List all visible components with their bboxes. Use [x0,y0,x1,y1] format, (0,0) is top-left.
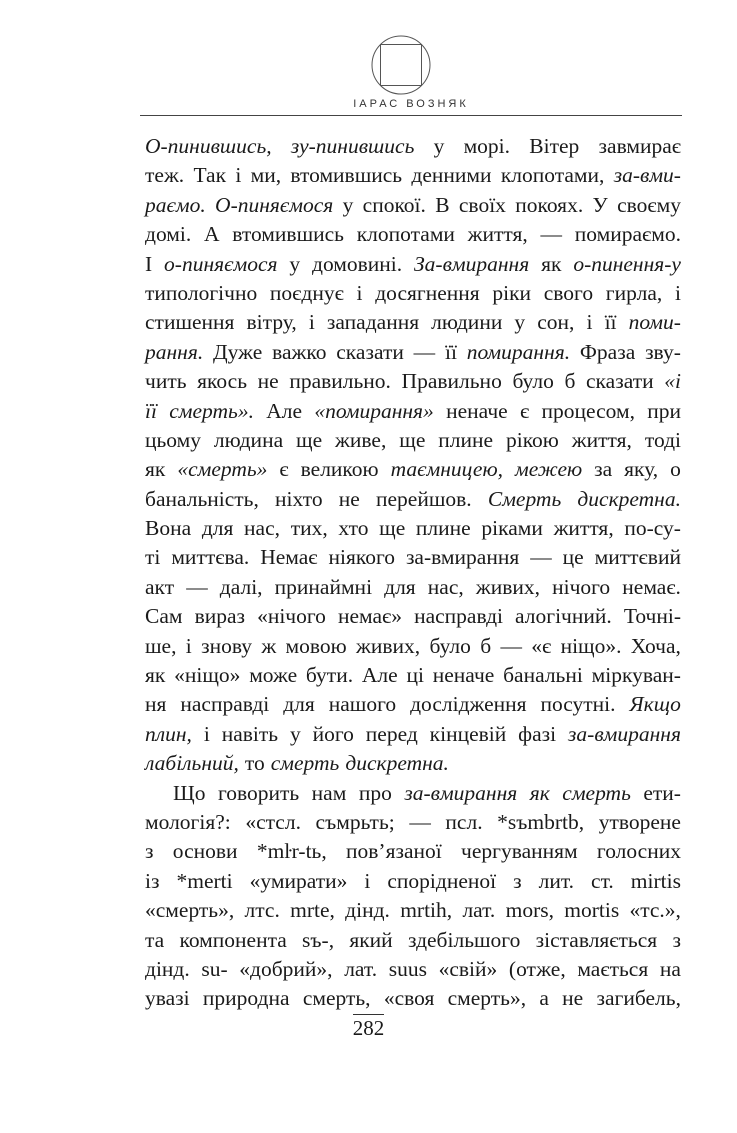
running-head: ІАРАС ВОЗНЯК [353,98,469,110]
word: А [203,222,220,247]
word: великою [300,457,379,482]
word: дінд. [145,956,190,981]
italic-word: за-вми- [613,163,681,188]
word: посутні. [540,692,616,717]
text-line [145,926,681,955]
word: який [349,927,393,952]
text-line [145,426,681,455]
word: съмрьть; [315,809,395,834]
word: *sъmbrtb, [497,809,585,834]
word: ще [399,427,426,452]
word: Так [193,163,227,188]
italic-word: смерть». [169,398,254,423]
word: хто [338,516,369,541]
word: — [413,339,436,364]
text-line [145,896,681,925]
word: ніхто [275,486,323,511]
word: акт [145,574,175,599]
italic-word: поми- [628,310,681,335]
word: цьому [145,427,202,452]
word: насправді [180,692,270,717]
italic-word: «помирання» [314,398,434,423]
word: і [356,280,363,305]
word: дослідження [410,692,527,717]
word: su- [201,956,228,981]
header-emblem [370,34,432,96]
italic-word: Смерть [487,486,562,511]
word: для [201,516,234,541]
word: міркуван- [591,663,681,688]
word: своєму [617,192,681,217]
italic-word: за-вмирання [404,780,518,805]
word: не [257,369,279,394]
word: ж [261,633,277,658]
italic-word: о-пинення-у [573,251,681,276]
word: її [604,310,617,335]
text-line [145,514,681,543]
text-line [145,132,681,161]
word: Фраза [579,339,636,364]
word: компонента [179,927,287,952]
word: мається [577,956,649,981]
word: типологічно [145,280,258,305]
word: яку, [624,457,659,482]
word: банальні [503,663,583,688]
word: западання [326,310,420,335]
word: для [384,574,416,599]
word: ня [145,692,167,717]
word: пов’язаної [346,839,442,864]
word: за-вмирання [405,545,520,570]
italic-word: раємо. [145,192,206,217]
italic-word: О-пиняємося [215,192,334,217]
word: свого [543,280,594,305]
word: б [480,633,492,658]
word: (отже, [508,956,566,981]
word: із [145,868,160,893]
word: людини [431,310,503,335]
word: і [185,633,192,658]
word: навіть [221,721,279,746]
word: плине [438,427,494,452]
word: — [186,574,208,599]
italic-word: межею [515,457,583,482]
word: морі. [463,134,511,158]
word: ети- [643,780,681,805]
word: утворене [598,809,681,834]
word: тих, [290,516,328,541]
word: ніякого [328,545,395,570]
italic-word: «смерть» [177,457,268,482]
word: «своя [383,986,435,1011]
italic-word: таємницею, [390,457,504,482]
word: неначе [432,663,495,688]
word: своїх [458,192,506,217]
word: сказати [336,339,404,364]
word: голосних [596,839,681,864]
word: досягнення [375,280,480,305]
word: і [586,310,593,335]
italic-word: смерть [270,751,340,776]
word: лат. [462,898,496,923]
word: поєднує [269,280,344,305]
word: Немає [260,545,318,570]
word: у [433,134,445,158]
text-line [145,161,681,190]
text-line [145,279,681,308]
text-line [145,720,681,749]
text-line [145,338,681,367]
word: *mŀr-tь, [256,839,327,864]
word: — [409,809,431,834]
word: рікою [505,427,559,452]
word: ніщо». [560,633,622,658]
italic-word: за-вмирання [568,721,681,746]
word: немає. [622,574,681,599]
word: тоді [644,427,681,452]
text-line [145,485,681,514]
italic-word: лабільний, [145,751,239,776]
word: життя, [467,222,528,247]
text-line [145,749,681,778]
word: ті [145,545,161,570]
word: банальність, [145,486,259,511]
word: основи [172,839,238,864]
word: алогічний. [515,604,612,629]
word: у [514,310,526,335]
word: живих, [356,633,421,658]
word: на [659,956,681,981]
word: завмирає [598,134,681,158]
word: покоях. [515,192,584,217]
word: ріки [492,280,532,305]
word: нас, [244,516,281,541]
text-line [145,543,681,572]
italic-word: о-пиняємося [164,251,278,276]
word: нічого [552,574,611,599]
word: лат. [344,956,378,981]
text-line [145,602,681,631]
italic-word: За-вмирання [414,251,530,276]
word: з [145,839,154,864]
word: у [289,721,301,746]
word: як [145,457,166,482]
word: — [500,633,522,658]
word: мологія?: [145,809,231,834]
word: це [562,545,584,570]
word: Вітер [529,134,580,158]
word: процесом, [541,398,635,423]
word: mrtih, [400,898,453,923]
word: неначе [446,398,508,423]
word: лтс. [244,898,280,923]
header-rule [140,115,682,116]
word: говорить [217,780,300,805]
text-line [145,573,681,602]
italic-word: зу-пинившись [290,134,415,158]
word: «смерть», [145,898,235,923]
italic-word: смерть [562,780,631,805]
word: кінцевій [429,721,507,746]
word: сон, [537,310,575,335]
body-text [145,132,681,1014]
word: для [283,692,315,717]
word: mirtis [630,868,681,893]
word: у [289,251,301,276]
word: ст. [591,868,614,893]
word: здебільшого [407,927,521,952]
word: денними [411,163,492,188]
word: загибель, [596,986,681,1011]
word: ше, [145,633,177,658]
word: і [364,868,371,893]
word: то [244,751,265,776]
word: смерть», [447,986,527,1011]
word: домі. [145,222,192,247]
word: і [308,310,315,335]
word: псл. [445,809,483,834]
word: suus [388,956,427,981]
word: Але [266,398,303,423]
word: її [444,339,457,364]
italic-word: помирання. [466,339,571,364]
text-line [145,955,681,984]
word: Правильно [401,369,502,394]
word: може [249,663,298,688]
word: а [539,986,549,1011]
word: В [435,192,450,217]
word: миттєва. [171,545,250,570]
word: з [513,868,522,893]
word: про [358,780,392,805]
italic-word: О-пинившись, [145,134,272,158]
word: правильно. [289,369,391,394]
italic-word: як [529,780,550,805]
word: «добрий», [239,956,333,981]
word: mors, [505,898,554,923]
word: було [429,633,471,658]
word: важко [272,339,327,364]
word: зіставляється [535,927,658,952]
text-line [145,867,681,896]
word: та [145,927,165,952]
text-line [145,250,681,279]
word: життя, [553,516,614,541]
word: сказати [586,369,654,394]
italic-word: плин, [145,721,192,746]
italic-word: дискретна. [577,486,681,511]
word: якось [197,369,248,394]
word: «тс.», [629,898,681,923]
word: за [594,457,613,482]
italic-word: дискретна. [345,751,449,776]
word: б [564,369,576,394]
word: немає» [337,604,402,629]
word: миттєвий [594,545,681,570]
word: спокої. [362,192,426,217]
word: живе, [335,427,387,452]
word: спорідненої [387,868,497,893]
italic-word: «і [664,369,681,394]
word: — [540,222,563,247]
word: «нічого [257,604,326,629]
word: помираємо. [574,222,681,247]
word: mrte, [290,898,335,923]
word: мовою [285,633,347,658]
word: перейшов. [376,486,472,511]
word: знову [201,633,253,658]
word: вітру, [246,310,297,335]
word: нашого [328,692,397,717]
word: плине [415,516,471,541]
text-line [145,220,681,249]
word: У [592,192,608,217]
word: стишення [145,310,235,335]
word: ріками [481,516,543,541]
page-number: 282 [352,1016,385,1040]
word: «є [531,633,552,658]
word: ці [406,663,424,688]
word: лит. [538,868,575,893]
text-line [145,984,681,1013]
word: о [670,457,681,482]
text-line [145,308,681,337]
word: живих, [475,574,541,599]
word: чить [145,369,187,394]
word: ще [379,516,406,541]
word: Сам [145,604,183,629]
text-line [145,632,681,661]
word: нас, [427,574,464,599]
word: чергуванням [461,839,578,864]
word: не [338,486,360,511]
word: домовині. [312,251,403,276]
paragraph [145,779,681,1014]
text-line [145,191,681,220]
text-line [145,808,681,837]
word: було [512,369,554,394]
word: Що [173,780,206,805]
italic-word: Якщо [629,692,681,717]
word: фазі [518,721,557,746]
text-line [145,367,681,396]
word: насправді [414,604,503,629]
word: його [312,721,354,746]
text-line [145,837,681,866]
word: Точні- [623,604,681,629]
italic-word: рання. [145,339,204,364]
italic-word: її [145,398,157,423]
word: теж. [145,163,185,188]
word: втомившись [290,163,403,188]
word: нам [311,780,347,805]
paragraph [145,132,681,779]
word: *merti [176,868,233,893]
word: «свій» [438,956,498,981]
text-line [145,661,681,690]
word: Але [361,663,398,688]
word: при [647,398,681,423]
word: ми, [250,163,282,188]
word: гирла, [605,280,663,305]
word: «стсл. [245,809,301,834]
word: не [562,986,584,1011]
word: зву- [645,339,681,364]
word: є [519,398,530,423]
word: Вона [145,516,192,541]
word: принаймні [274,574,373,599]
word: і [674,280,681,305]
word: далі, [219,574,263,599]
word: перед [365,721,418,746]
word: смерть, [302,986,371,1011]
word: з [672,927,681,952]
word: І [145,251,153,276]
word: — [530,545,552,570]
word: вираз [194,604,246,629]
word: увазі [145,986,190,1011]
word: і [235,163,242,188]
word: дінд. [345,898,390,923]
word: «умирати» [249,868,348,893]
word: і [203,721,210,746]
text-line [145,455,681,484]
word: клопотами [356,222,455,247]
word: mortis [564,898,620,923]
word: по-су- [624,516,681,541]
text-line [145,779,681,808]
word: у [342,192,354,217]
word: Дуже [213,339,263,364]
word: «ніщо» [174,663,241,688]
word: життя, [571,427,632,452]
word: втомившись [232,222,344,247]
word: sъ-, [302,927,335,952]
word: Хоча, [630,633,681,658]
text-line [145,690,681,719]
text-line [145,397,681,426]
word: ще [296,427,323,452]
word: як [145,663,166,688]
word: як [541,251,562,276]
word: людина [213,427,284,452]
word: бути. [305,663,354,688]
word: клопотами, [500,163,605,188]
word: є [279,457,289,482]
word: природна [202,986,290,1011]
